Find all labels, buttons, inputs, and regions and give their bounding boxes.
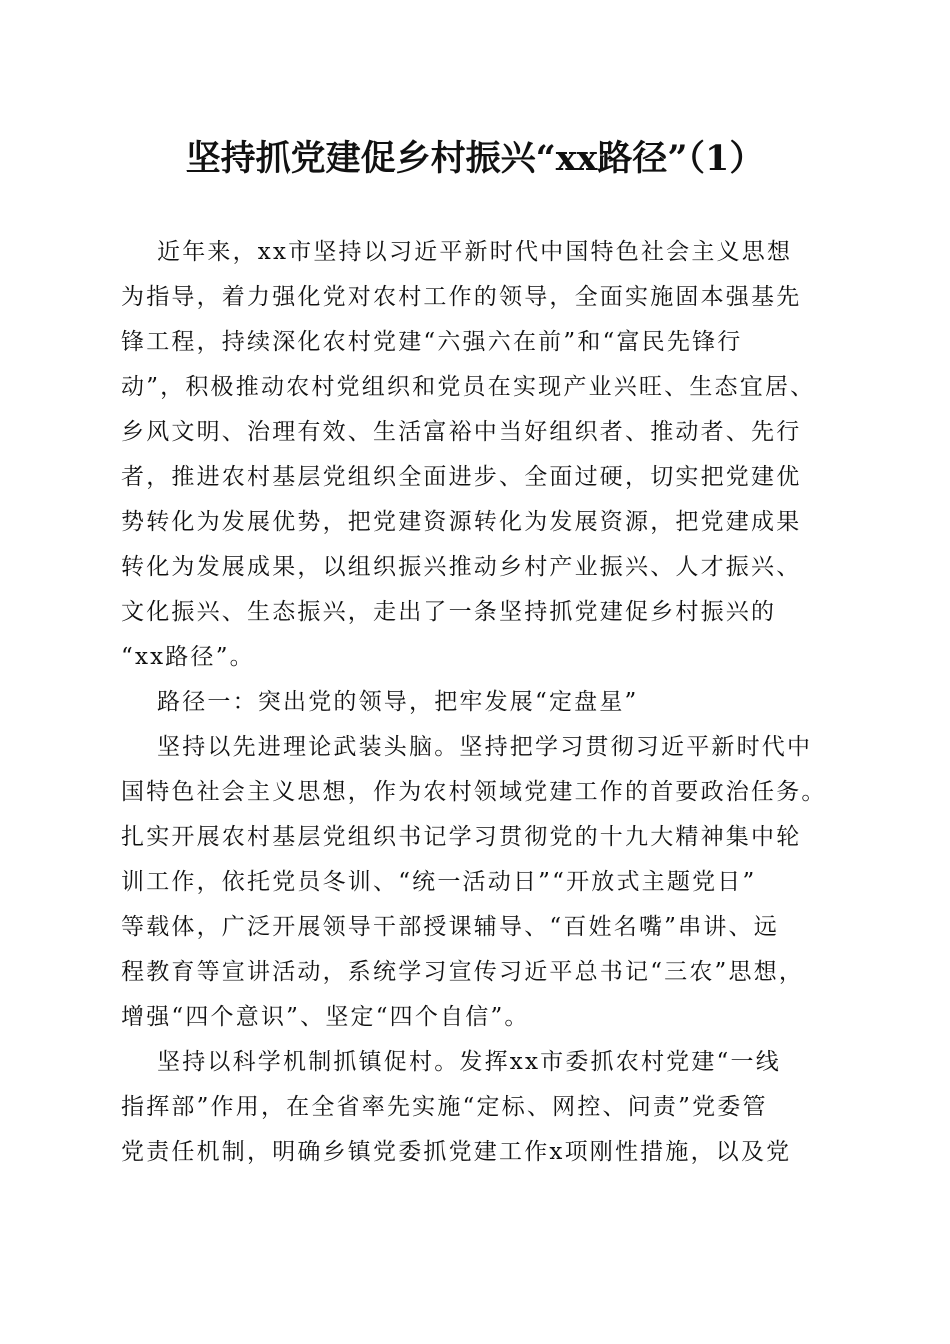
section-heading: 路径一：突出党的领导，把牢发展“定盘星”: [157, 689, 639, 715]
paragraph-line: 锋工程，持续深化农村党建“六强六在前”和“富民先锋行: [121, 329, 743, 355]
paragraph-line: 近年来，xx市坚持以习近平新时代中国特色社会主义思想: [157, 239, 793, 265]
paragraph-line: 国特色社会主义思想，作为农村领域党建工作的首要政治任务。: [121, 779, 827, 805]
paragraph-line: 者，推进农村基层党组织全面进步、全面过硬，切实把党建优: [121, 464, 802, 490]
paragraph-line: 扎实开展农村基层党组织书记学习贯彻党的十九大精神集中轮: [121, 824, 802, 850]
paragraph-line: 动”，积极推动农村党组织和党员在实现产业兴旺、生态宜居、: [121, 374, 816, 400]
paragraph-line: 坚持以科学机制抓镇促村。发挥xx市委抓农村党建“一线: [157, 1049, 781, 1075]
paragraph-line: 训工作，依托党员冬训、“统一活动日”“开放式主题党日”: [121, 869, 757, 895]
paragraph-line: 指挥部”作用，在全省率先实施“定标、网控、问责”党委管: [121, 1094, 768, 1120]
paragraph-line: 坚持以先进理论武装头脑。坚持把学习贯彻习近平新时代中: [157, 734, 813, 760]
paragraph-line: 为指导，着力强化党对农村工作的领导，全面实施固本强基先: [121, 284, 802, 310]
paragraph-line: 乡风文明、治理有效、生活富裕中当好组织者、推动者、先行: [121, 419, 802, 445]
paragraph-line: 增强“四个意识”、坚定“四个自信”。: [121, 1004, 530, 1030]
paragraph-line: 等载体，广泛开展领导干部授课辅导、“百姓名嘴”串讲、远: [121, 914, 779, 940]
paragraph-line: “xx路径”。: [121, 644, 255, 670]
paragraph-line: 文化振兴、生态振兴，走出了一条坚持抓党建促乡村振兴的: [121, 599, 777, 625]
paragraph-line: 势转化为发展优势，把党建资源转化为发展资源，把党建成果: [121, 509, 802, 535]
paragraph-line: 程教育等宣讲活动，系统学习宣传习近平总书记“三农”思想，: [121, 959, 805, 985]
document-title: 坚持抓党建促乡村振兴“xx路径”（1）: [185, 138, 765, 179]
paragraph-line: 党责任机制，明确乡镇党委抓党建工作x项刚性措施，以及党: [121, 1139, 792, 1165]
paragraph-line: 转化为发展成果，以组织振兴推动乡村产业振兴、人才振兴、: [121, 554, 802, 580]
